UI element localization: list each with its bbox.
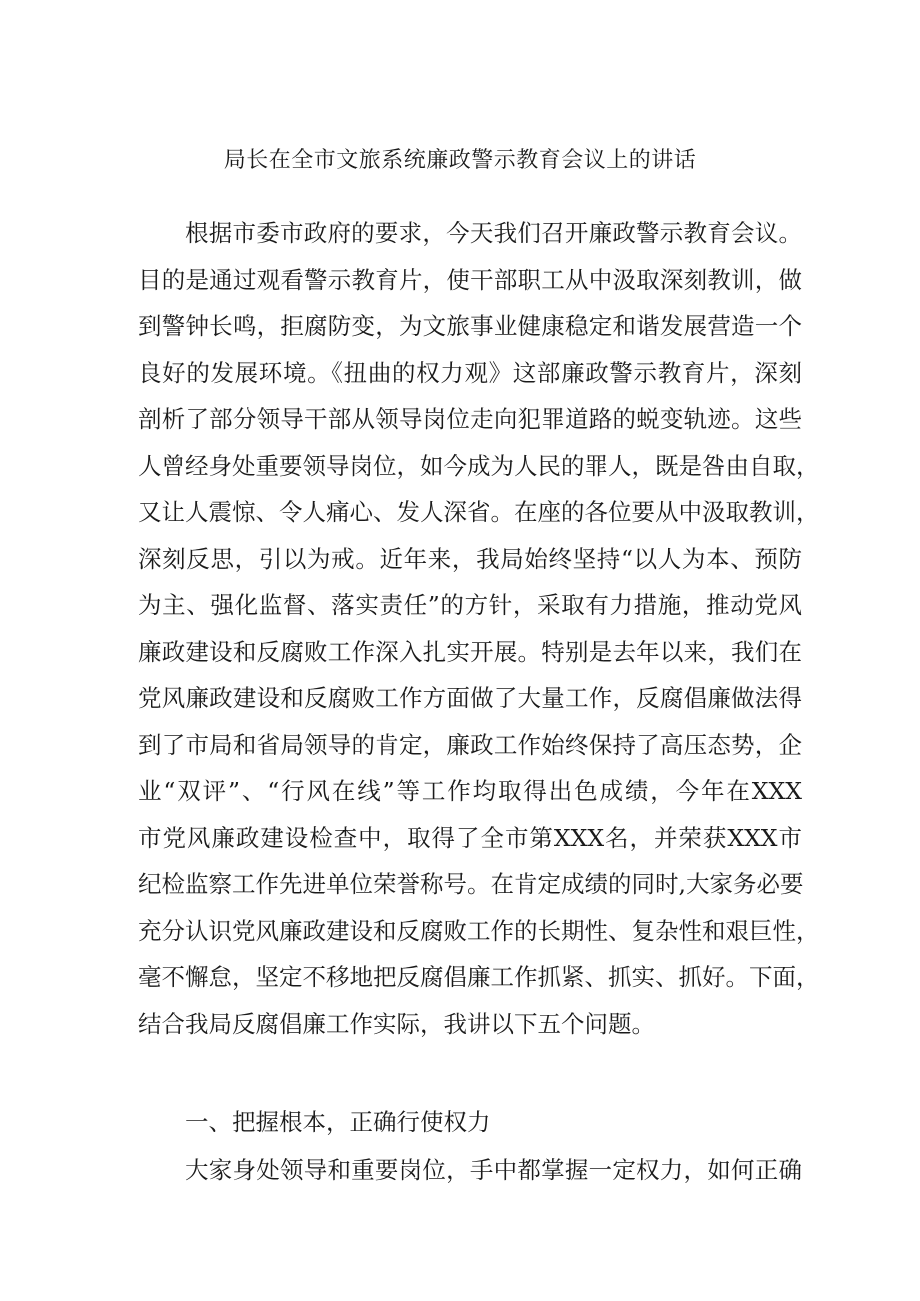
text-line: 纪检监察工作先进单位荣誉称号。在肯定成绩的同时,大家务必要 xyxy=(138,870,804,898)
text-line: 目的是通过观看警示教育片，使干部职工从中汲取深刻教训，做 xyxy=(138,265,802,294)
text-line: 结合我局反腐倡廉工作实际，我讲以下五个问题。 xyxy=(138,1009,655,1038)
text-line: 又让人震惊、令人痛心、发人深省。在座的各位要从中汲取教训， xyxy=(138,498,820,526)
text-line: 市党风廉政建设检查中，取得了全市第XXX名，并荣获XXX市 xyxy=(138,823,802,852)
text-line: 为主、强化监督、落实责任”的方针，采取有力措施，推动党风 xyxy=(138,591,802,619)
text-line: 业“双评”、“行风在线”等工作均取得出色成绩，今年在XXX xyxy=(138,777,802,805)
paragraph-intro xyxy=(138,210,820,1047)
text-line: 到警钟长鸣，拒腐防变，为文旅事业健康稳定和谐发展营造一个 xyxy=(138,312,802,340)
section-heading-1: 一、把握根本，正确行使权力 xyxy=(185,1108,491,1136)
text-line: 充分认识党风廉政建设和反腐败工作的长期性、复杂性和艰巨性， xyxy=(138,916,820,945)
text-line: 党风廉政建设和反腐败工作方面做了大量工作，反腐倡廉做法得 xyxy=(138,684,802,712)
text-line: 剖析了部分领导干部从领导岗位走向犯罪道路的蜕变轨迹。这些 xyxy=(138,405,802,433)
document-title: 局长在全市文旅系统廉政警示教育会议上的讲话 xyxy=(223,148,697,173)
text-line: 廉政建设和反腐败工作深入扎实开展。特别是去年以来，我们在 xyxy=(138,637,802,666)
text-line: 大家身处领导和重要岗位，手中都掌握一定权力，如何正确 xyxy=(185,1156,802,1184)
text-line: 根据市委市政府的要求，今天我们召开廉政警示教育会议。 xyxy=(185,219,802,247)
text-line: 良好的发展环境。《扭曲的权力观》这部廉政警示教育片，深刻 xyxy=(138,358,802,387)
text-line: 人曾经身处重要领导岗位，如今成为人民的罪人，既是咎由自取， xyxy=(138,451,820,480)
text-line: 毫不懈怠，坚定不移地把反腐倡廉工作抓紧、抓实、抓好。下面， xyxy=(138,963,820,991)
text-line: 深刻反思，引以为戒。近年来，我局始终坚持“以人为本、预防 xyxy=(138,544,802,573)
text-line: 到了市局和省局领导的肯定，廉政工作始终保持了高压态势，企 xyxy=(138,730,802,759)
paragraph-section1 xyxy=(138,1147,802,1194)
